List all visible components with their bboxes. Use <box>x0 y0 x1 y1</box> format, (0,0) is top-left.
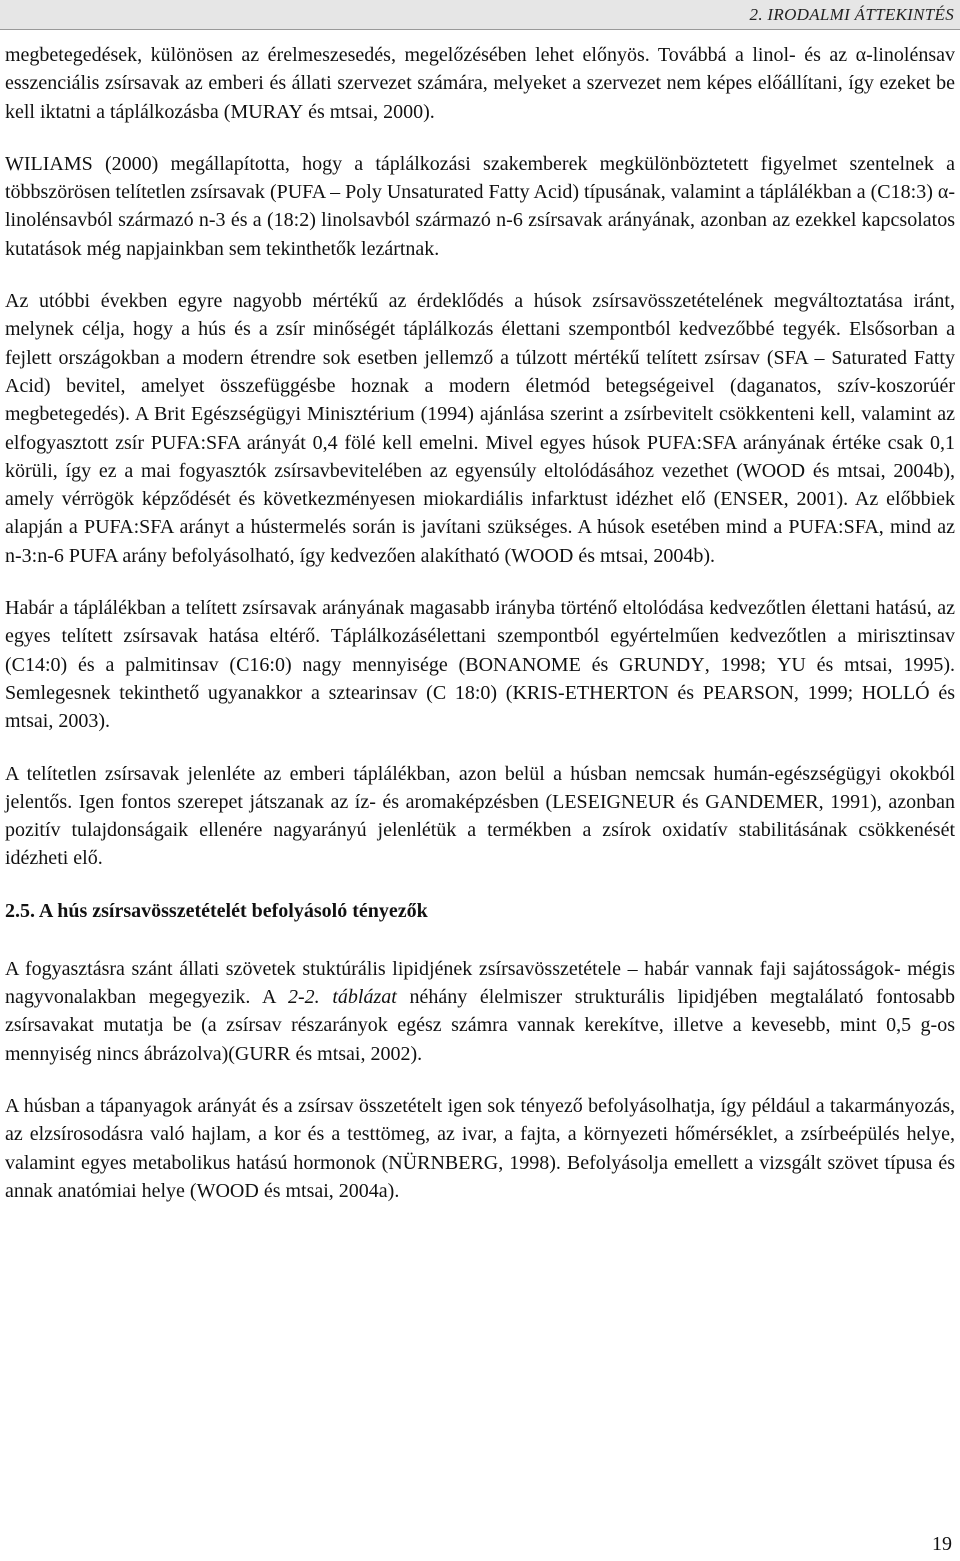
page-number: 19 <box>932 1533 952 1555</box>
paragraph-5 <box>5 760 955 873</box>
text-run: és mtsai, 2004b). <box>573 544 716 567</box>
text-run: megbetegedések, különösen az érelmeszesedés, megelőzésében lehet előnyös. Továbbá a linol- és az α-linolénsav esszenciális zsírsavak az emberi és állati szervezet számára, melyeket a szervezet nem képes előállítani, így ezeket be kell iktatni a táplálkozásba ( <box>5 44 955 123</box>
text-run: és mtsai, 2004b), amely vérrögök képződését és következményesen miokardiális infarktust idézhet elő ( <box>5 459 956 511</box>
text-run: és <box>668 681 703 704</box>
author-name: GRUNDY <box>619 653 705 676</box>
paragraph-4 <box>5 594 955 735</box>
author-name: NÜRNBERG <box>388 1151 499 1174</box>
text-run: , 2001). Az előbbiek alapján a PUFA:SFA arányt a hústermelés során is javítani szükséges. A húsok esetében mind a PUFA:SFA, mind az n-3:n-6 PUFA arány befolyásolható, így kedvezően alakítható ( <box>5 488 955 567</box>
author-name: BONANOME <box>465 653 581 676</box>
text-run: és mtsai, 2003). <box>5 681 955 733</box>
author-name: LESEIGNEUR <box>552 790 676 813</box>
running-header <box>0 0 960 30</box>
author-name: KRIS-ETHERTON <box>512 681 669 704</box>
text-run: Az utóbbi években egyre nagyobb mértékű az érdeklődés a húsok zsírsavösszetételének megváltoztatása iránt, melynek célja, hogy a hús és a zsír minőségét táplálkozás élettani szempontból kedvezőbbé tegyék. Elsősorban a fejlett országokban a modern étrendre sok esetben jellemző a túlzott mértékű telített zsírsav (SFA – Saturated Fatty Acid) bevitel, amelyet összefüggésbe hoznak a modern életmód betegségeivel (daganatos, szív-koszorúér megbetegedés). A Brit Egészségügyi Minisztérium (1994) ajánlása szerint a zsírbevitelt csökkenteni kell, valamint az elfogyasztott zsír PUFA:SFA arányát 0,4 fölé kell emelni. Mivel egyes húsok PUFA:SFA arányának értéke csak 0,1 körüli, így ez a mai fogyasztók zsírsavbevitelében az egyensúly eltolódásához vezethet ( <box>5 290 955 482</box>
paragraph-6 <box>5 955 955 1068</box>
author-name: GURR <box>234 1042 291 1065</box>
section-heading: 2.5. A hús zsírsavösszetételét befolyásoló tényezők <box>5 899 428 922</box>
text-run: és mtsai, 2004a). <box>258 1179 400 1202</box>
paragraph-1 <box>5 41 955 126</box>
paragraph-7 <box>5 1092 955 1205</box>
author-name: GANDEMER <box>705 790 819 813</box>
text-run: , 1999; <box>793 681 862 704</box>
text-run: A fogyasztásra szánt állati szövetek stuktúrális lipidjének zsírsavösszetétele – habár vannak faji sajátosságok- mégis nagyvonalakban megegyezik. A <box>5 957 955 1009</box>
text-run: , 1998; <box>704 653 777 676</box>
text-run: , 1998). Befolyásolja emellett a vizsgált szövet típusa és annak anatómiai helye ( <box>5 1151 955 1202</box>
author-name: ENSER <box>720 488 784 511</box>
author-name: PEARSON <box>702 681 794 704</box>
text-run: Habár a táplálékban a telített zsírsavak arányának magasabb irányba történő eltolódása kedvezőtlen élettani hatású, az egyes telített zsírsavak hatása eltérő. Táplálkozásélettani szempontból egyértelműen kedvezőtlen a mirisztinsav (C14:0) és a palmitinsav (C16:0) nagy mennyisége ( <box>5 597 955 676</box>
author-name: MURAY <box>230 100 304 123</box>
text-run: és mtsai, 2002). <box>290 1042 423 1065</box>
author-name: YU <box>776 653 806 676</box>
author-name: WOOD <box>742 459 806 482</box>
author-name: HOLLÓ <box>861 681 930 704</box>
text-run: néhány élelmiszer strukturális lipidjében megtalálató fontosabb zsírsavakat mutatja be (a zsírsav részarányok egész számra vannak kerekítve, illetve a kevesebb, mint 0,5 g-os mennyiség nincs ábrázolva)( <box>5 986 955 1065</box>
text-run: A húsban a tápanyagok arányát és a zsírsav összetételt igen sok tényező befolyásolhatja, így például a takarmányozás, az elzsírosodásra való hajlam, a kor és a testtömeg, az ivar, a fajta, a környezeti hőmérséklet, a zsírbeépülés helye, valamint egyes metabolikus hatású hormonok ( <box>5 1094 955 1174</box>
page-body <box>5 41 955 1205</box>
text-run: és mtsai, 1995). Semlegesnek tekinthető ugyanakkor a sztearinsav (C 18:0) ( <box>5 653 955 704</box>
author-name: WOOD <box>511 544 574 567</box>
text-run: és <box>580 653 620 676</box>
text-run: A telítetlen zsírsavak jelenléte az emberi táplálékban, azon belül a húsban nemcsak humán-egészségügyi okokból jelentős. Igen fontos szerepet játszanak az íz- és aromaképzésben ( <box>5 762 955 813</box>
paragraph-3 <box>5 287 955 570</box>
text-run: és mtsai, 2000). <box>303 100 435 123</box>
author-name: WILIAMS <box>5 152 93 175</box>
author-name: WOOD <box>196 1179 259 1202</box>
text-run: , 1991), azonban pozitív tulajdonságaik ellenére nagyarányú jelenlétük a termékben a zsírok oxidatív stabilitásának csökkenését idézheti elő. <box>5 790 955 870</box>
paragraph-2 <box>5 150 955 263</box>
text-run: és <box>675 790 706 813</box>
running-header-title: 2. IRODALMI ÁTTEKINTÉS <box>749 5 954 24</box>
table-reference: 2-2. táblázat <box>287 986 397 1009</box>
text-run: (2000) megállapította, hogy a táplálkozási szakemberek megkülönböztetett figyelmet szentelnek a többszörösen telítetlen zsírsavak (PUFA – Poly Unsaturated Fatty Acid) típusának, valamint a táplálékban a (C18:3) α-linolénsavból származó n-3 és a (18:2) linolsavból származó n-6 zsírsavak arányának, azonban az ezekkel kapcsolatos kutatások még napjainkban sem tekinthetők lezártnak. <box>5 152 955 260</box>
